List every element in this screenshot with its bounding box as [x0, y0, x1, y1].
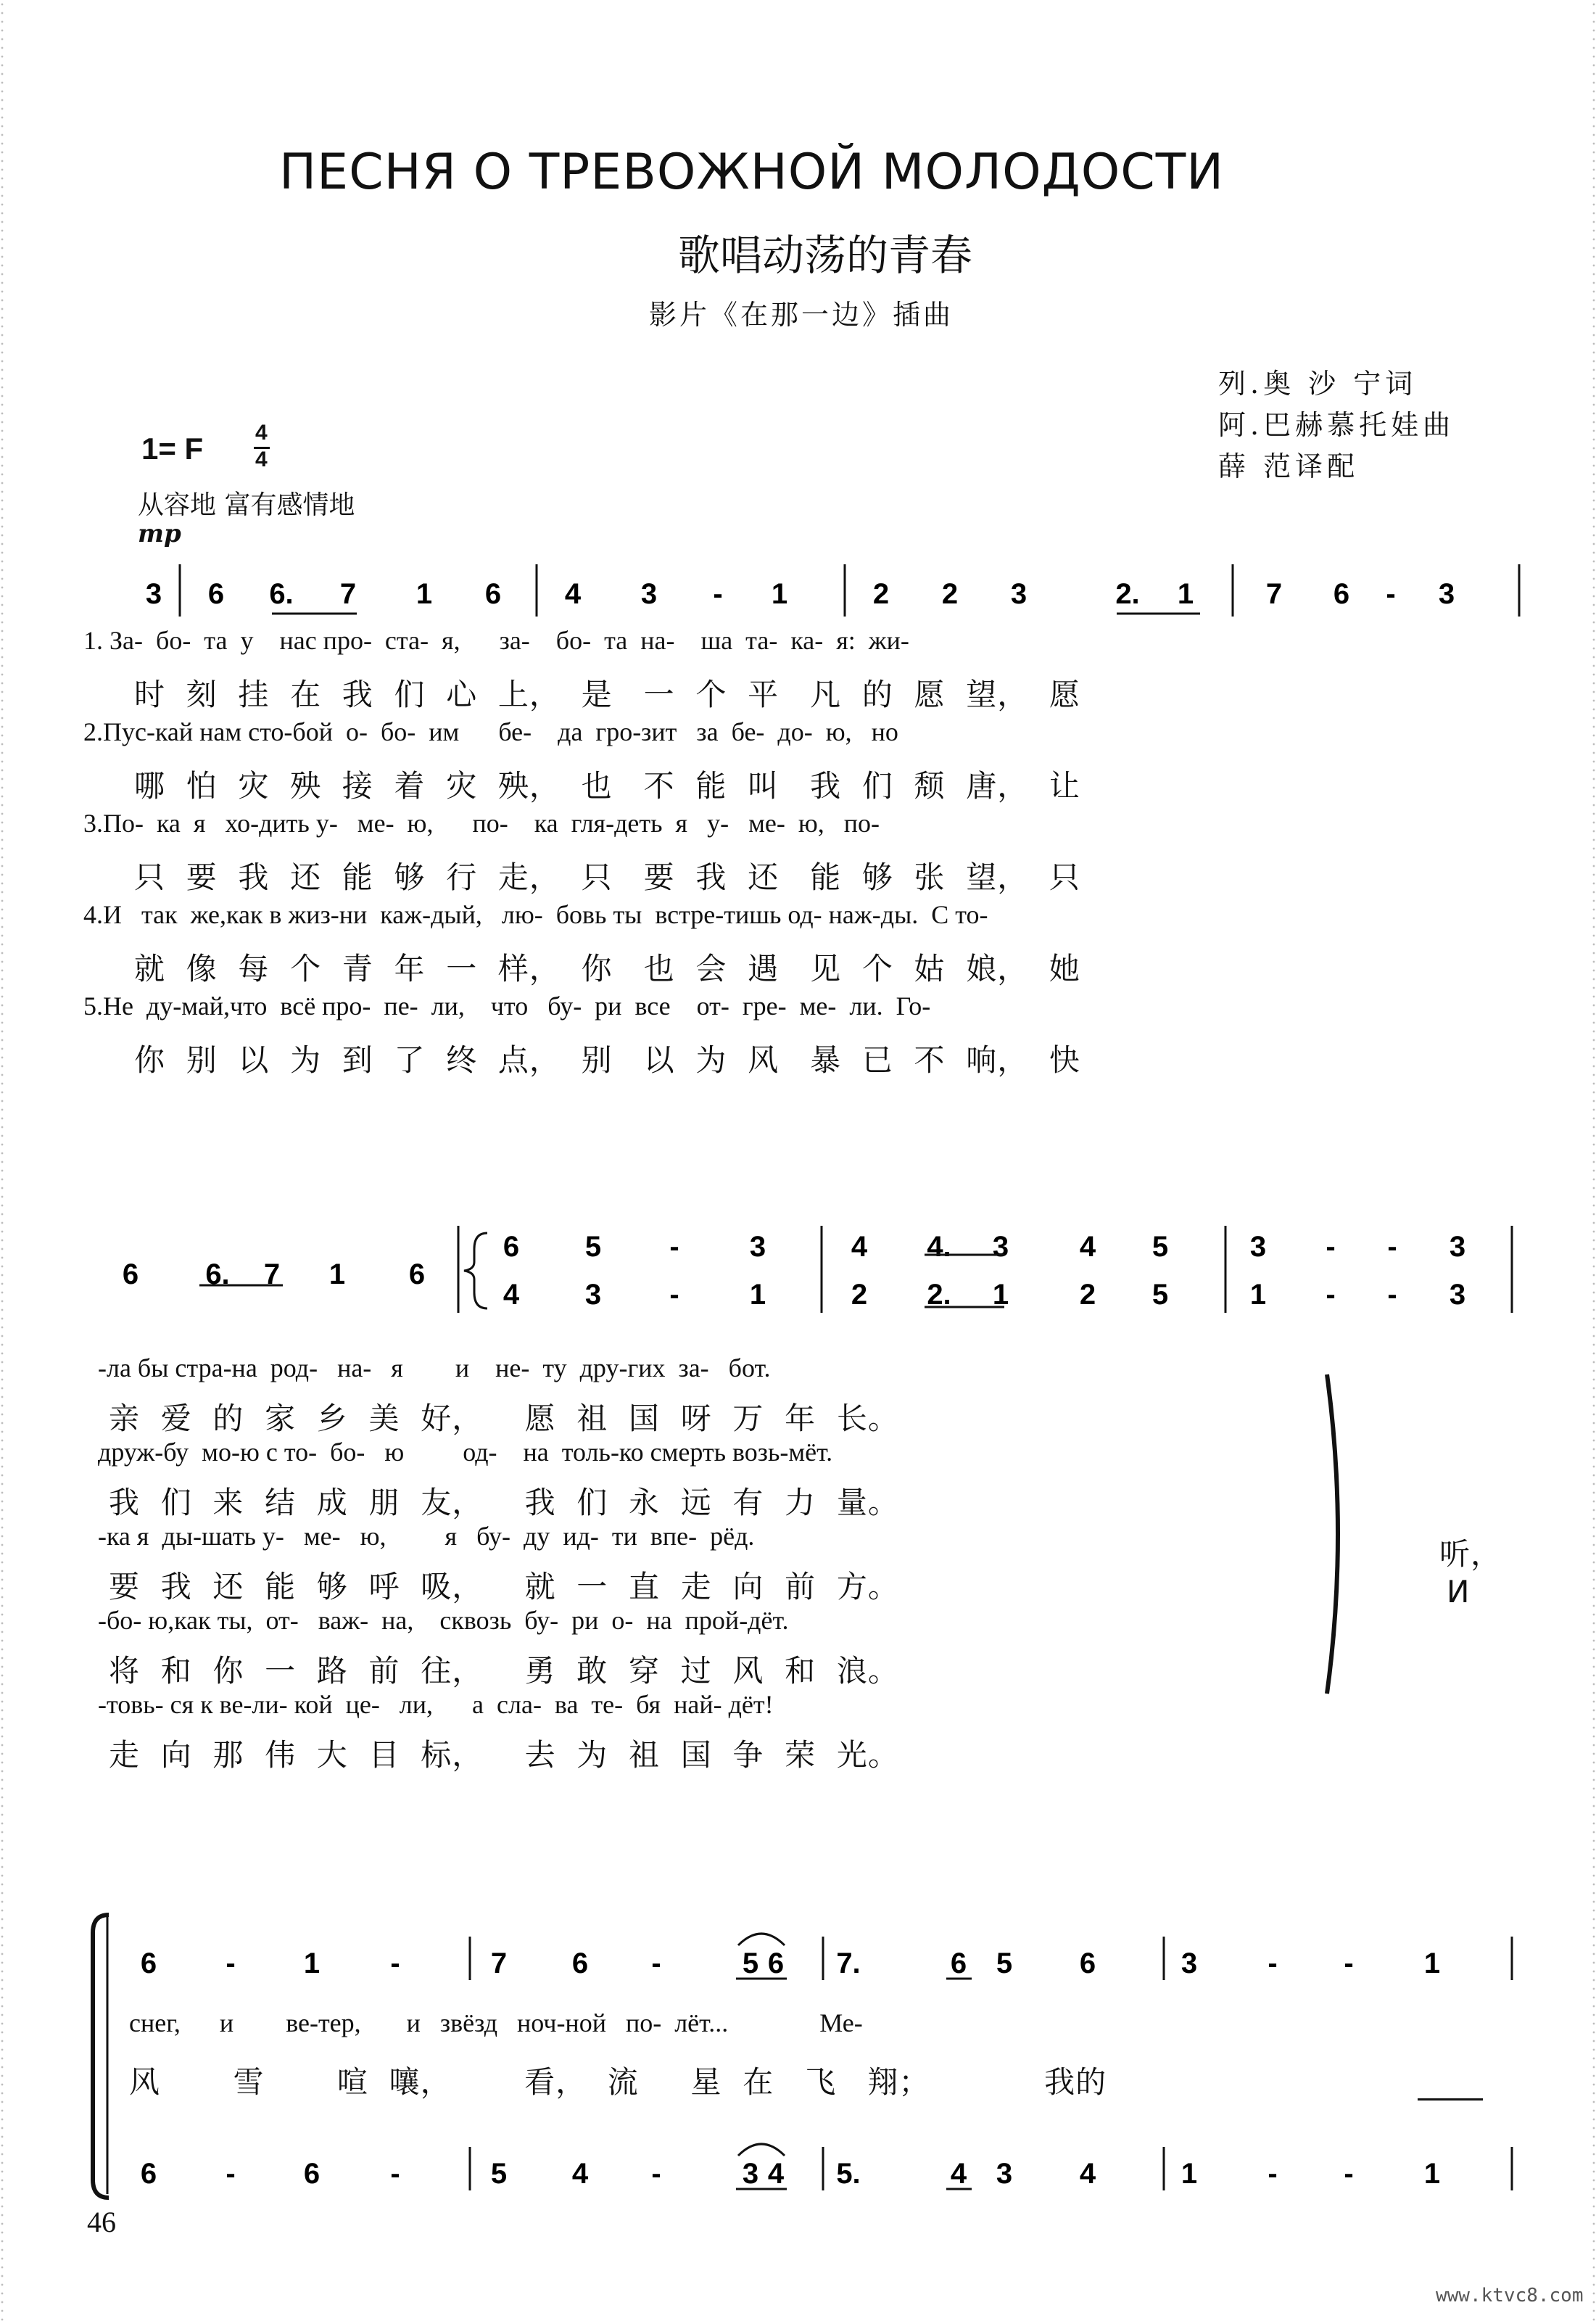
system-2-notation: [0, 1219, 1596, 1327]
note-upper: 4: [1079, 1231, 1096, 1263]
note-lower: 4: [503, 1279, 520, 1311]
lyric-line: 就 像 每 个 青 年 一 样， 你 也 会 遇 见 个 姑 娘， 她: [134, 951, 1080, 986]
lyric-line: 只 要 我 还 能 够 行 走， 只 要 我 还 能 够 张 望， 只: [134, 859, 1080, 895]
note: 1: [1177, 578, 1194, 610]
note: 6: [1333, 578, 1350, 610]
note-upper: -: [1326, 1231, 1336, 1263]
note-lower: 4: [1079, 2158, 1096, 2190]
lyric-line: 3.По- ка я хо-дить у- ме- ю, по- ка гля-деть я у- ме- ю, по-: [83, 809, 880, 838]
note-lower: -: [1344, 2158, 1354, 2190]
time-signature-bottom: 4: [255, 448, 268, 471]
note-upper: 6: [767, 1947, 785, 1979]
note-lower: 1: [749, 1279, 766, 1311]
system-3-lyric-zh: 风 雪 喧 嚷， 看， 流 星 在 飞 翔； 我的: [129, 2064, 1107, 2100]
note: 2.: [1115, 578, 1140, 610]
lyric-line: 1. За- бо- та у нас про- ста- я, за- бо- та на- ша та- ка- я: жи-: [83, 626, 909, 655]
page-title: ПЕСНЯ О ТРЕВОЖНОЙ МОЛОДОСТИ: [279, 144, 1225, 201]
note-upper: 3: [749, 1231, 766, 1263]
note-lower: 4: [767, 2158, 785, 2190]
note-lower: 6: [303, 2158, 321, 2190]
lyric-line: 走 向 那 伟 大 目 标， 去 为 祖 国 争 荣 光。: [109, 1737, 899, 1773]
note-upper: -: [226, 1947, 236, 1979]
lyric-line: -товь- ся к ве-ли- кой це- ли, а сла- ва те- бя най- дёт!: [98, 1690, 774, 1719]
page-number: 46: [87, 2206, 116, 2238]
note-lower: -: [669, 1279, 679, 1311]
repeat-bracket: [1312, 1371, 1356, 1697]
note-lower: 5: [490, 2158, 508, 2190]
note-upper: 5: [584, 1231, 602, 1263]
note-lower: 2: [851, 1279, 868, 1311]
barlines: [180, 564, 1519, 617]
lyric-line: 2.Пус-кай нам сто-бой о- бо- им бе- да гро-зит за бе- до- ю, но: [83, 717, 898, 746]
dynamic-marking: mp: [138, 519, 181, 548]
key-signature: 1= F: [141, 432, 204, 466]
composer-credit: 阿.巴赫慕托娃曲: [1218, 409, 1455, 441]
note-lower: 1: [1181, 2158, 1198, 2190]
note-upper: 1: [1423, 1947, 1441, 1979]
lyric-line: 哪 怕 灾 殃 接 着 灾 殃， 也 不 能 叫 我 们 颓 唐， 让: [134, 768, 1080, 804]
note-upper: 5: [742, 1947, 759, 1979]
watermark: www.ktvc8.com: [1436, 2285, 1584, 2306]
note: 3: [1010, 578, 1028, 610]
note-lower: 1: [1249, 1279, 1267, 1311]
note-upper: -: [1344, 1947, 1354, 1979]
note-lower: 3: [996, 2158, 1013, 2190]
note-lower: 3: [742, 2158, 759, 2190]
note-lower: 5.: [836, 2158, 861, 2190]
side-lyric-zh-2: И: [1447, 1574, 1471, 1609]
brace: [464, 1233, 487, 1308]
note-lower: 4: [950, 2158, 967, 2190]
lyric-line: -ка я ды-шать у- ме- ю, я бу- ду ид- ти впе- рёд.: [98, 1522, 755, 1551]
note-upper: -: [1268, 1947, 1278, 1979]
note: 1: [328, 1258, 346, 1290]
note-upper: 6: [571, 1947, 589, 1979]
note-lower: 3: [584, 1279, 602, 1311]
lyric-line: 你 别 以 为 到 了 终 点， 别 以 为 风 暴 已 不 响， 快: [134, 1042, 1080, 1078]
note: 1: [771, 578, 788, 610]
note-upper: 6: [503, 1231, 520, 1263]
chinese-title: 歌唱动荡的青春: [678, 231, 973, 280]
note: 6: [122, 1258, 139, 1290]
note: 4: [564, 578, 582, 610]
note-upper: 5: [1151, 1231, 1169, 1263]
note: 6.: [205, 1258, 230, 1290]
note: 1: [415, 578, 433, 610]
note: 7: [263, 1258, 281, 1290]
note-lower: -: [226, 2158, 236, 2190]
note-upper: -: [1387, 1231, 1397, 1263]
note-lower: -: [1268, 2158, 1278, 2190]
note: 7: [339, 578, 357, 610]
tempo-marking: 从容地 富有感情地: [138, 490, 355, 520]
note: 2: [941, 578, 959, 610]
note-upper: 6: [140, 1947, 157, 1979]
lyric-underline: [1418, 2098, 1483, 2101]
lyric-line: -ла бы стра-на род- на- я и не- ту дру-гих за- бот.: [98, 1353, 771, 1382]
note-upper: 3: [1449, 1231, 1466, 1263]
note: 6.: [269, 578, 294, 610]
note: -: [713, 578, 723, 610]
note: -: [1386, 578, 1396, 610]
note: 3: [145, 578, 162, 610]
side-lyric-zh: 听，: [1439, 1536, 1502, 1572]
note-upper: -: [669, 1231, 679, 1263]
note: 7: [1265, 578, 1283, 610]
note-upper: 4: [851, 1231, 868, 1263]
lyric-line: 4.И так же,как в жиз-ни каж-дый, лю- бовь ты встре-тишь од- наж-ды. С то-: [83, 900, 988, 929]
lyric-line: 亲 爱 的 家 乡 美 好， 愿 祖 国 呀 万 年 长。: [109, 1401, 899, 1436]
note-lower: 2.: [927, 1279, 951, 1311]
note-lower: 6: [140, 2158, 157, 2190]
note-upper: 6: [950, 1947, 967, 1979]
note-upper: 6: [1079, 1947, 1096, 1979]
lyric-line: 时 刻 挂 在 我 们 心 上， 是 一 个 平 凡 的 愿 望， 愿: [134, 677, 1080, 712]
lyric-line: 将 和 你 一 路 前 往， 勇 敢 穿 过 风 和 浪。: [109, 1653, 899, 1689]
note-upper: 1: [303, 1947, 321, 1979]
lyric-line: 要 我 还 能 够 呼 吸， 就 一 直 走 向 前 方。: [109, 1569, 899, 1604]
translator-credit: 薛 范译配: [1218, 450, 1360, 482]
note: 6: [207, 578, 225, 610]
note: 6: [484, 578, 502, 610]
note-upper: 7.: [836, 1947, 861, 1979]
note-lower: 2: [1079, 1279, 1096, 1311]
lyric-line: -бо- ю,как ты, от- важ- на, сквозь бу- ри о- на прой-дёт.: [98, 1606, 789, 1635]
lyric-line: друж-бу мо-ю с то- бо- ю од- на толь-ко смерть возь-мёт.: [98, 1438, 833, 1467]
note-upper: 7: [490, 1947, 508, 1979]
time-signature-top: 4: [255, 421, 268, 445]
note-upper: 3: [1249, 1231, 1267, 1263]
system-3-lyric-ru: снег, и ве-тер, и звёзд ноч-ной по- лёт... Ме-: [129, 2008, 863, 2037]
note-lower: -: [651, 2158, 661, 2190]
note-upper: -: [390, 1947, 400, 1979]
film-caption: 影片《在那一边》插曲: [649, 299, 954, 331]
lyric-line: 5.Не ду-май,что всё про- пе- ли, что бу- ри все от- гре- ме- ли. Го-: [83, 992, 931, 1021]
note-lower: 1: [992, 1279, 1009, 1311]
note-lower: -: [1387, 1279, 1397, 1311]
lyric-line: 我 们 来 结 成 朋 友， 我 们 永 远 有 力 量。: [109, 1485, 899, 1520]
note-upper: 3: [992, 1231, 1009, 1263]
note-lower: 4: [571, 2158, 589, 2190]
note-lower: -: [390, 2158, 400, 2190]
note-lower: 3: [1449, 1279, 1466, 1311]
note: 3: [640, 578, 658, 610]
note-upper: 4.: [927, 1231, 951, 1263]
note-upper: -: [651, 1947, 661, 1979]
note: 6: [408, 1258, 426, 1290]
note-upper: 5: [996, 1947, 1013, 1979]
note-lower: -: [1326, 1279, 1336, 1311]
note-lower: 1: [1423, 2158, 1441, 2190]
note-upper: 3: [1181, 1947, 1198, 1979]
note: 2: [872, 578, 890, 610]
lyricist-credit: 列.奥 沙 宁词: [1218, 368, 1418, 400]
note: 3: [1438, 578, 1455, 610]
note-lower: 5: [1151, 1279, 1169, 1311]
